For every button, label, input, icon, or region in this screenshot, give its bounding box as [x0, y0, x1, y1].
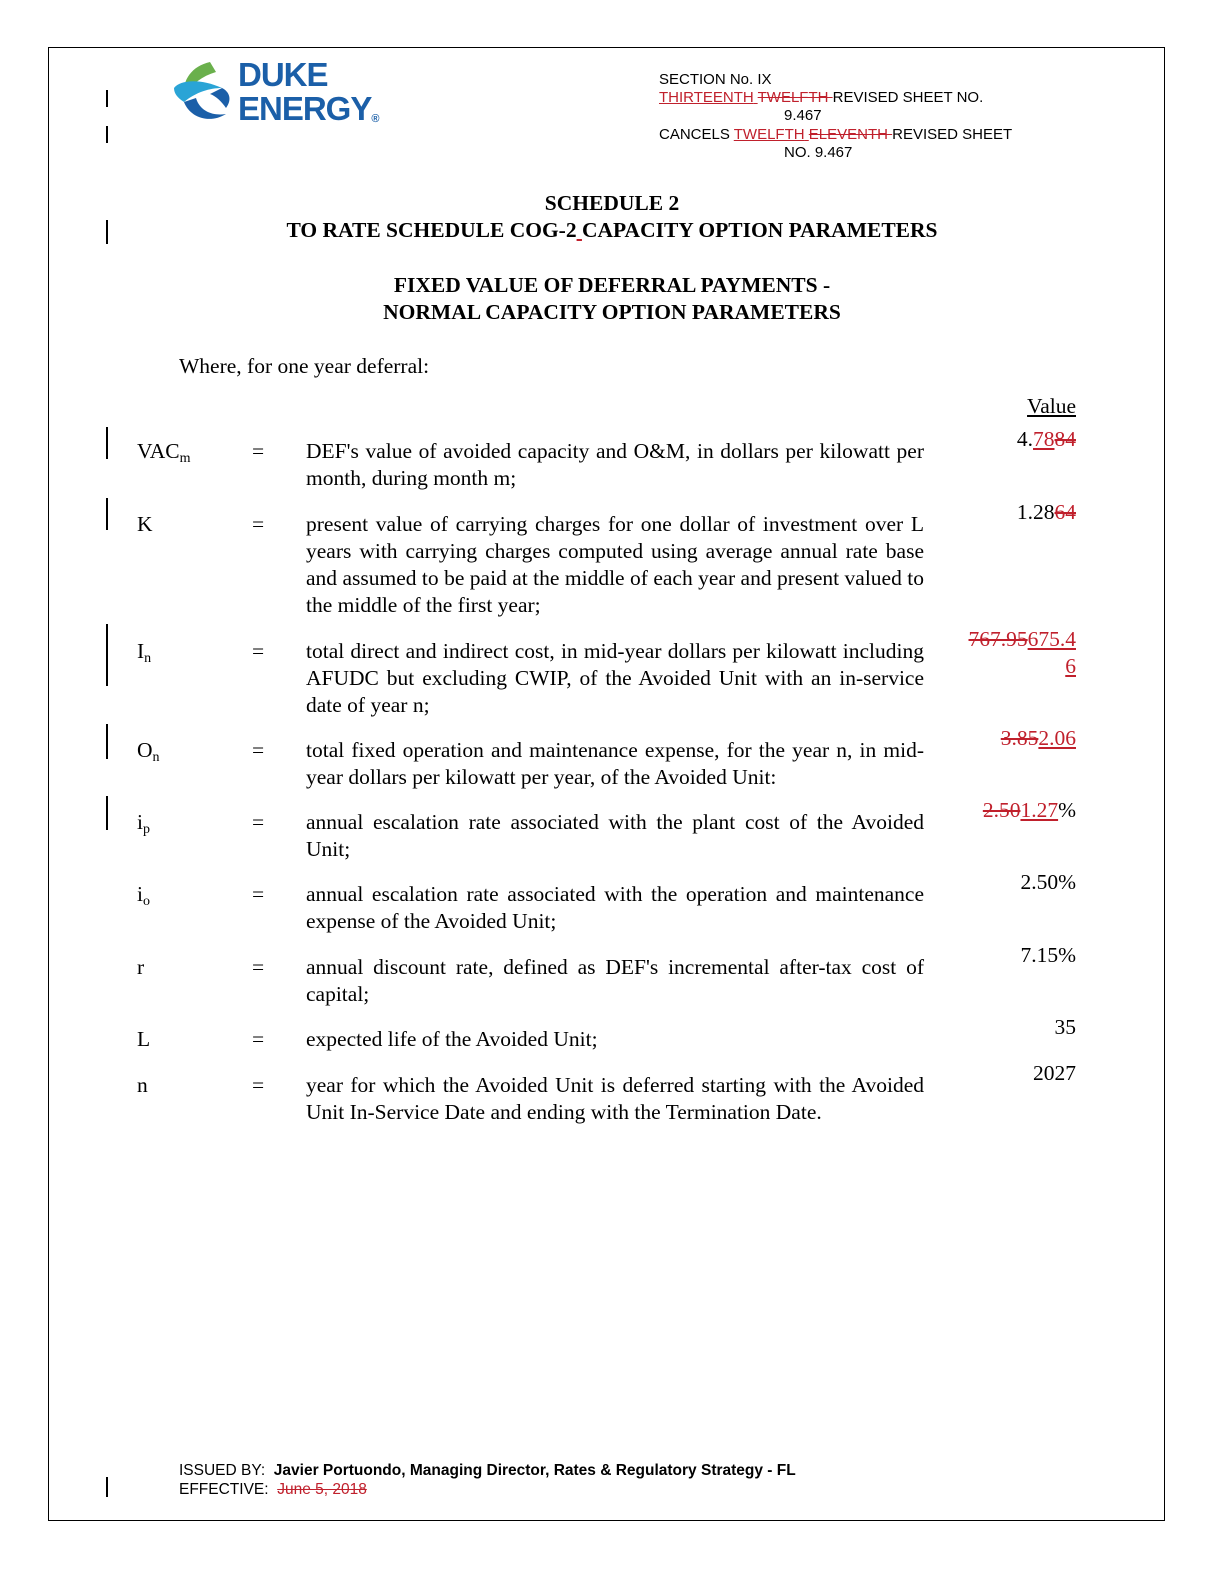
intro-text: Where, for one year deferral: [179, 354, 430, 378]
effective-date-deleted: June 5, 2018 [277, 1481, 367, 1498]
revision-bar [106, 498, 108, 530]
param-description: annual escalation rate associated with the operation and maintenance expense of the Avoided Unit; [306, 882, 924, 933]
revision-bar [106, 126, 108, 143]
duke-energy-logo [170, 56, 380, 128]
cancels-sheet-number: NO. 9.467 [784, 144, 853, 161]
param-description: annual escalation rate associated with the plant cost of the Avoided Unit; [306, 810, 924, 861]
param-value: 2027 [1033, 1061, 1076, 1085]
param-description: DEF's value of avoided capacity and O&M, in dollars per kilowatt per month, during month m; [306, 439, 924, 490]
param-description: year for which the Avoided Unit is deferred starting with the Avoided Unit In-Service Date and ending with the Termination Date. [306, 1073, 924, 1124]
param-symbol: $i_p$ [137, 810, 150, 837]
schedule-title: SCHEDULE 2 [544, 191, 680, 215]
param-value: 35 [1054, 1015, 1076, 1039]
param-description: expected life of the Avoided Unit; [306, 1027, 598, 1051]
effective-line: EFFECTIVE: June 5, 2018 [179, 1481, 367, 1498]
param-value: 2.50% [1020, 870, 1076, 894]
inserted-text: TWELFTH [733, 126, 805, 143]
revision-bar [106, 796, 108, 830]
param-value: 3.852.06 [1000, 726, 1076, 750]
section-heading-1: FIXED VALUE OF DEFERRAL PAYMENTS - [393, 273, 831, 297]
sheet-revision-line: THIRTEENTH TWELFTH REVISED SHEET NO. [659, 89, 984, 106]
param-value: 1.2864 [1016, 500, 1076, 524]
param-symbol: K [137, 512, 153, 536]
revision-bar [106, 90, 108, 107]
value-column-header: Value [1027, 394, 1076, 418]
param-value: 2.501.27% [982, 798, 1076, 822]
section-number: SECTION No. IX [659, 71, 772, 88]
param-description: total fixed operation and maintenance expense, for the year n, in mid-year dollars per kilowatt per year, of the Avoided Unit: [306, 738, 924, 789]
issued-by-line: ISSUED BY: Javier Portuondo, Managing Director, Rates & Regulatory Strategy - FL [179, 1462, 796, 1479]
param-description: present value of carrying charges for one dollar of investment over L years with carrying charges computed using average annual rate base and assumed to be paid at the middle of each year and present valued to the middle of the first year; [306, 512, 924, 617]
param-description: annual discount rate, defined as DEF's incremental after-tax cost of capital; [306, 955, 924, 1006]
registered-mark: ® [371, 113, 380, 125]
param-symbol: $O_n$ [137, 738, 160, 765]
param-symbol: $i_o$ [137, 882, 150, 909]
inserted-text: THIRTEENTH [659, 89, 754, 106]
param-symbol: $I_n$ [137, 639, 152, 666]
section-heading-2: NORMAL CAPACITY OPTION PARAMETERS [383, 300, 841, 324]
issued-by-value: Javier Portuondo, Managing Director, Rates & Regulatory Strategy - FL [273, 1462, 796, 1479]
param-value: 4.7884 [1016, 427, 1076, 451]
cancels-line: CANCELS TWELFTH ELEVENTH REVISED SHEET [659, 126, 1013, 143]
deleted-text: ELEVENTH [808, 126, 888, 143]
revision-bar [106, 427, 108, 459]
param-symbol: L [137, 1027, 151, 1051]
revision-bar [106, 724, 108, 759]
param-value: 767.95675.4 6 [968, 627, 1076, 678]
param-value: 7.15% [1020, 943, 1076, 967]
param-symbol: $VAC_m$ [137, 439, 191, 466]
deleted-text: TWELFTH [757, 89, 829, 106]
param-symbol: r [137, 955, 145, 979]
schedule-subtitle: TO RATE SCHEDULE COG-2 CAPACITY OPTION PARAMETERS [286, 218, 938, 242]
logo-text-duke: DUKE [238, 56, 328, 93]
duke-energy-logo-icon [170, 58, 236, 126]
revision-bar [106, 1477, 108, 1497]
sheet-number: 9.467 [784, 107, 822, 124]
param-symbol: n [137, 1073, 148, 1097]
revision-bar [106, 624, 108, 686]
param-description: total direct and indirect cost, in mid-year dollars per kilowatt including AFUDC but excluding CWIP, of the Avoided Unit with an in-service date of year n; [306, 639, 924, 717]
logo-text-energy: ENERGY® [238, 90, 380, 127]
